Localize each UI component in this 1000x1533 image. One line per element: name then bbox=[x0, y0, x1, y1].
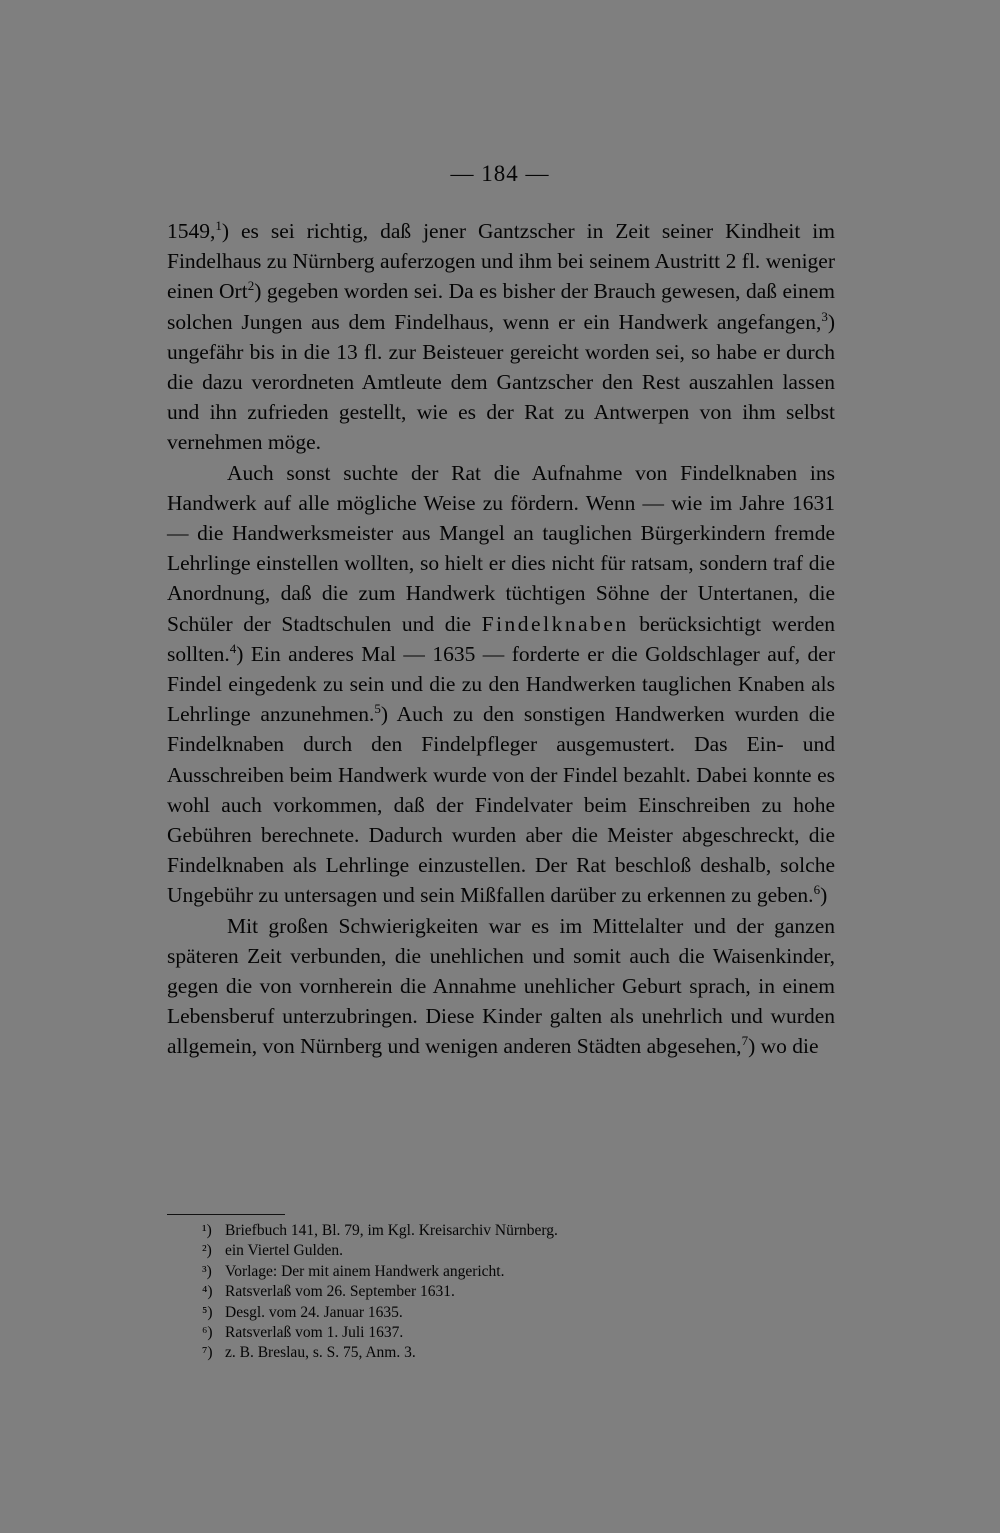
footnote-mark: ³) bbox=[202, 1262, 212, 1280]
footnote-mark: ⁴) bbox=[202, 1283, 213, 1301]
footnote-7 bbox=[202, 1343, 845, 1363]
footnote-reference-6: 6 bbox=[813, 882, 821, 898]
spaced-emphasis-text: Findelknaben bbox=[481, 611, 629, 636]
footnote-reference-4: 4 bbox=[229, 640, 237, 656]
footnote-2 bbox=[202, 1241, 845, 1261]
text-segment: ) wo die bbox=[748, 1034, 819, 1059]
text-segment: Auch sonst suchte der Rat die Aufnahme von Findelknaben ins Handwerk auf alle mögliche Weise zu fördern. Wenn — wie im Jahre 1631 — die Handwerksmeister aus Mangel an tauglichen Bürgerkindern fremde Lehrlinge einstellen wollten, so hielt er dies nicht für ratsam, sondern traf die Anordnung, daß die zum Handwerk tüchtigen Söhne der Untertanen, die Schüler der Stadtschulen und die bbox=[167, 460, 835, 636]
footnote-1 bbox=[202, 1221, 845, 1241]
text-segment: Mit großen Schwierigkeiten war es im Mittelalter und der ganzen späteren Zeit verbunden, die unehlichen und somit auch die Waisenkinder, gegen die von vornherein die Annahme unehlicher Geburt sprach, in einem Lebensberuf unterzubringen. Diese Kinder galten als unehrlich und wurden allgemein, von Nürnberg und wenigen anderen Städten abgesehen, bbox=[167, 913, 835, 1059]
footnote-text: ein Viertel Gulden. bbox=[225, 1242, 344, 1260]
page-number: — 184 — bbox=[450, 161, 550, 186]
footnote-text: Vorlage: Der mit ainem Handwerk angericht. bbox=[225, 1262, 505, 1280]
footnote-text: Desgl. vom 24. Januar 1635. bbox=[225, 1303, 403, 1321]
footnote-mark: ⁷) bbox=[202, 1344, 213, 1362]
footnote-reference-2: 2 bbox=[247, 278, 255, 294]
footnote-4 bbox=[202, 1282, 845, 1302]
footnote-5 bbox=[202, 1303, 845, 1323]
text-segment: ) bbox=[820, 883, 828, 908]
footnote-mark: ¹) bbox=[202, 1222, 212, 1239]
paragraph-3 bbox=[167, 911, 835, 1062]
footnote-mark: ²) bbox=[202, 1242, 212, 1260]
paragraph-1 bbox=[167, 216, 835, 458]
footnotes bbox=[202, 1221, 845, 1364]
footnote-text: Briefbuch 141, Bl. 79, im Kgl. Kreisarchiv Nürnberg. bbox=[225, 1222, 558, 1239]
text-segment: ) gegeben worden sei. Da es bisher der Brauch gewesen, daß einem solchen Jungen aus dem Findelhaus, wenn er ein Handwerk angefangen, bbox=[167, 279, 836, 334]
text-segment: 1549, bbox=[167, 219, 216, 243]
footnote-text: Ratsverlaß vom 1. Juli 1637. bbox=[225, 1324, 404, 1342]
footnote-text: z. B. Breslau, s. S. 75, Anm. 3. bbox=[225, 1344, 416, 1362]
footnote-6 bbox=[202, 1323, 845, 1343]
text-segment: ) es sei richtig, daß jener Gantzscher in Zeit seiner Kindheit im Findelhaus zu Nürnberg auferzogen und ihm bei seinem Austritt 2 fl. weniger einen Ort bbox=[167, 219, 835, 304]
text-segment: berücksichtigt werden sollten. bbox=[167, 611, 835, 666]
paragraph-2 bbox=[167, 458, 835, 911]
text-segment: ) ungefähr bis in die 13 fl. zur Beisteuer gereicht worden sei, so habe er durch die dazu verordneten Amtleute dem Gantzscher den Rest auszahlen lassen und ihn zufrieden gestellt, wie es der Rat zu Antwerpen von ihm selbst vernehmen möge. bbox=[167, 309, 835, 455]
footnote-3 bbox=[202, 1262, 845, 1282]
footnote-mark: ⁶) bbox=[202, 1324, 213, 1342]
footnote-divider bbox=[167, 1214, 285, 1215]
footnote-text: Ratsverlaß vom 26. September 1631. bbox=[225, 1283, 455, 1301]
text-segment: ) Ein anderes Mal — 1635 — forderte er die Goldschlager auf, der Findel eingedenk zu sein und die zu den Handwerken tauglichen Knaben als Lehrlinge anzunehmen. bbox=[167, 641, 835, 727]
footnote-reference-7: 7 bbox=[741, 1033, 749, 1049]
footnote-reference-3: 3 bbox=[821, 308, 828, 324]
main-text bbox=[167, 216, 835, 1062]
text-segment: ) Auch zu den sonstigen Handwerken wurden die Findelknaben durch den Findelpfleger ausgemustert. Das Ein- und Ausschreiben beim Handwerk wurde von der Findel bezahlt. Dabei konnte es wohl auch vorkommen, daß der Findelvater beim Einschreiben zu hohe Gebühren berechnete. Dadurch wurden aber die Meister abgeschreckt, die Findelknaben als Lehrlinge einzustellen. Der Rat beschloß deshalb, solche Ungebühr zu untersagen und sein Mißfallen darüber zu erkennen zu geben. bbox=[167, 702, 835, 908]
footnote-reference-5: 5 bbox=[374, 701, 381, 717]
footnote-reference-1: 1 bbox=[215, 217, 222, 233]
footnote-mark: ⁵) bbox=[202, 1303, 213, 1321]
